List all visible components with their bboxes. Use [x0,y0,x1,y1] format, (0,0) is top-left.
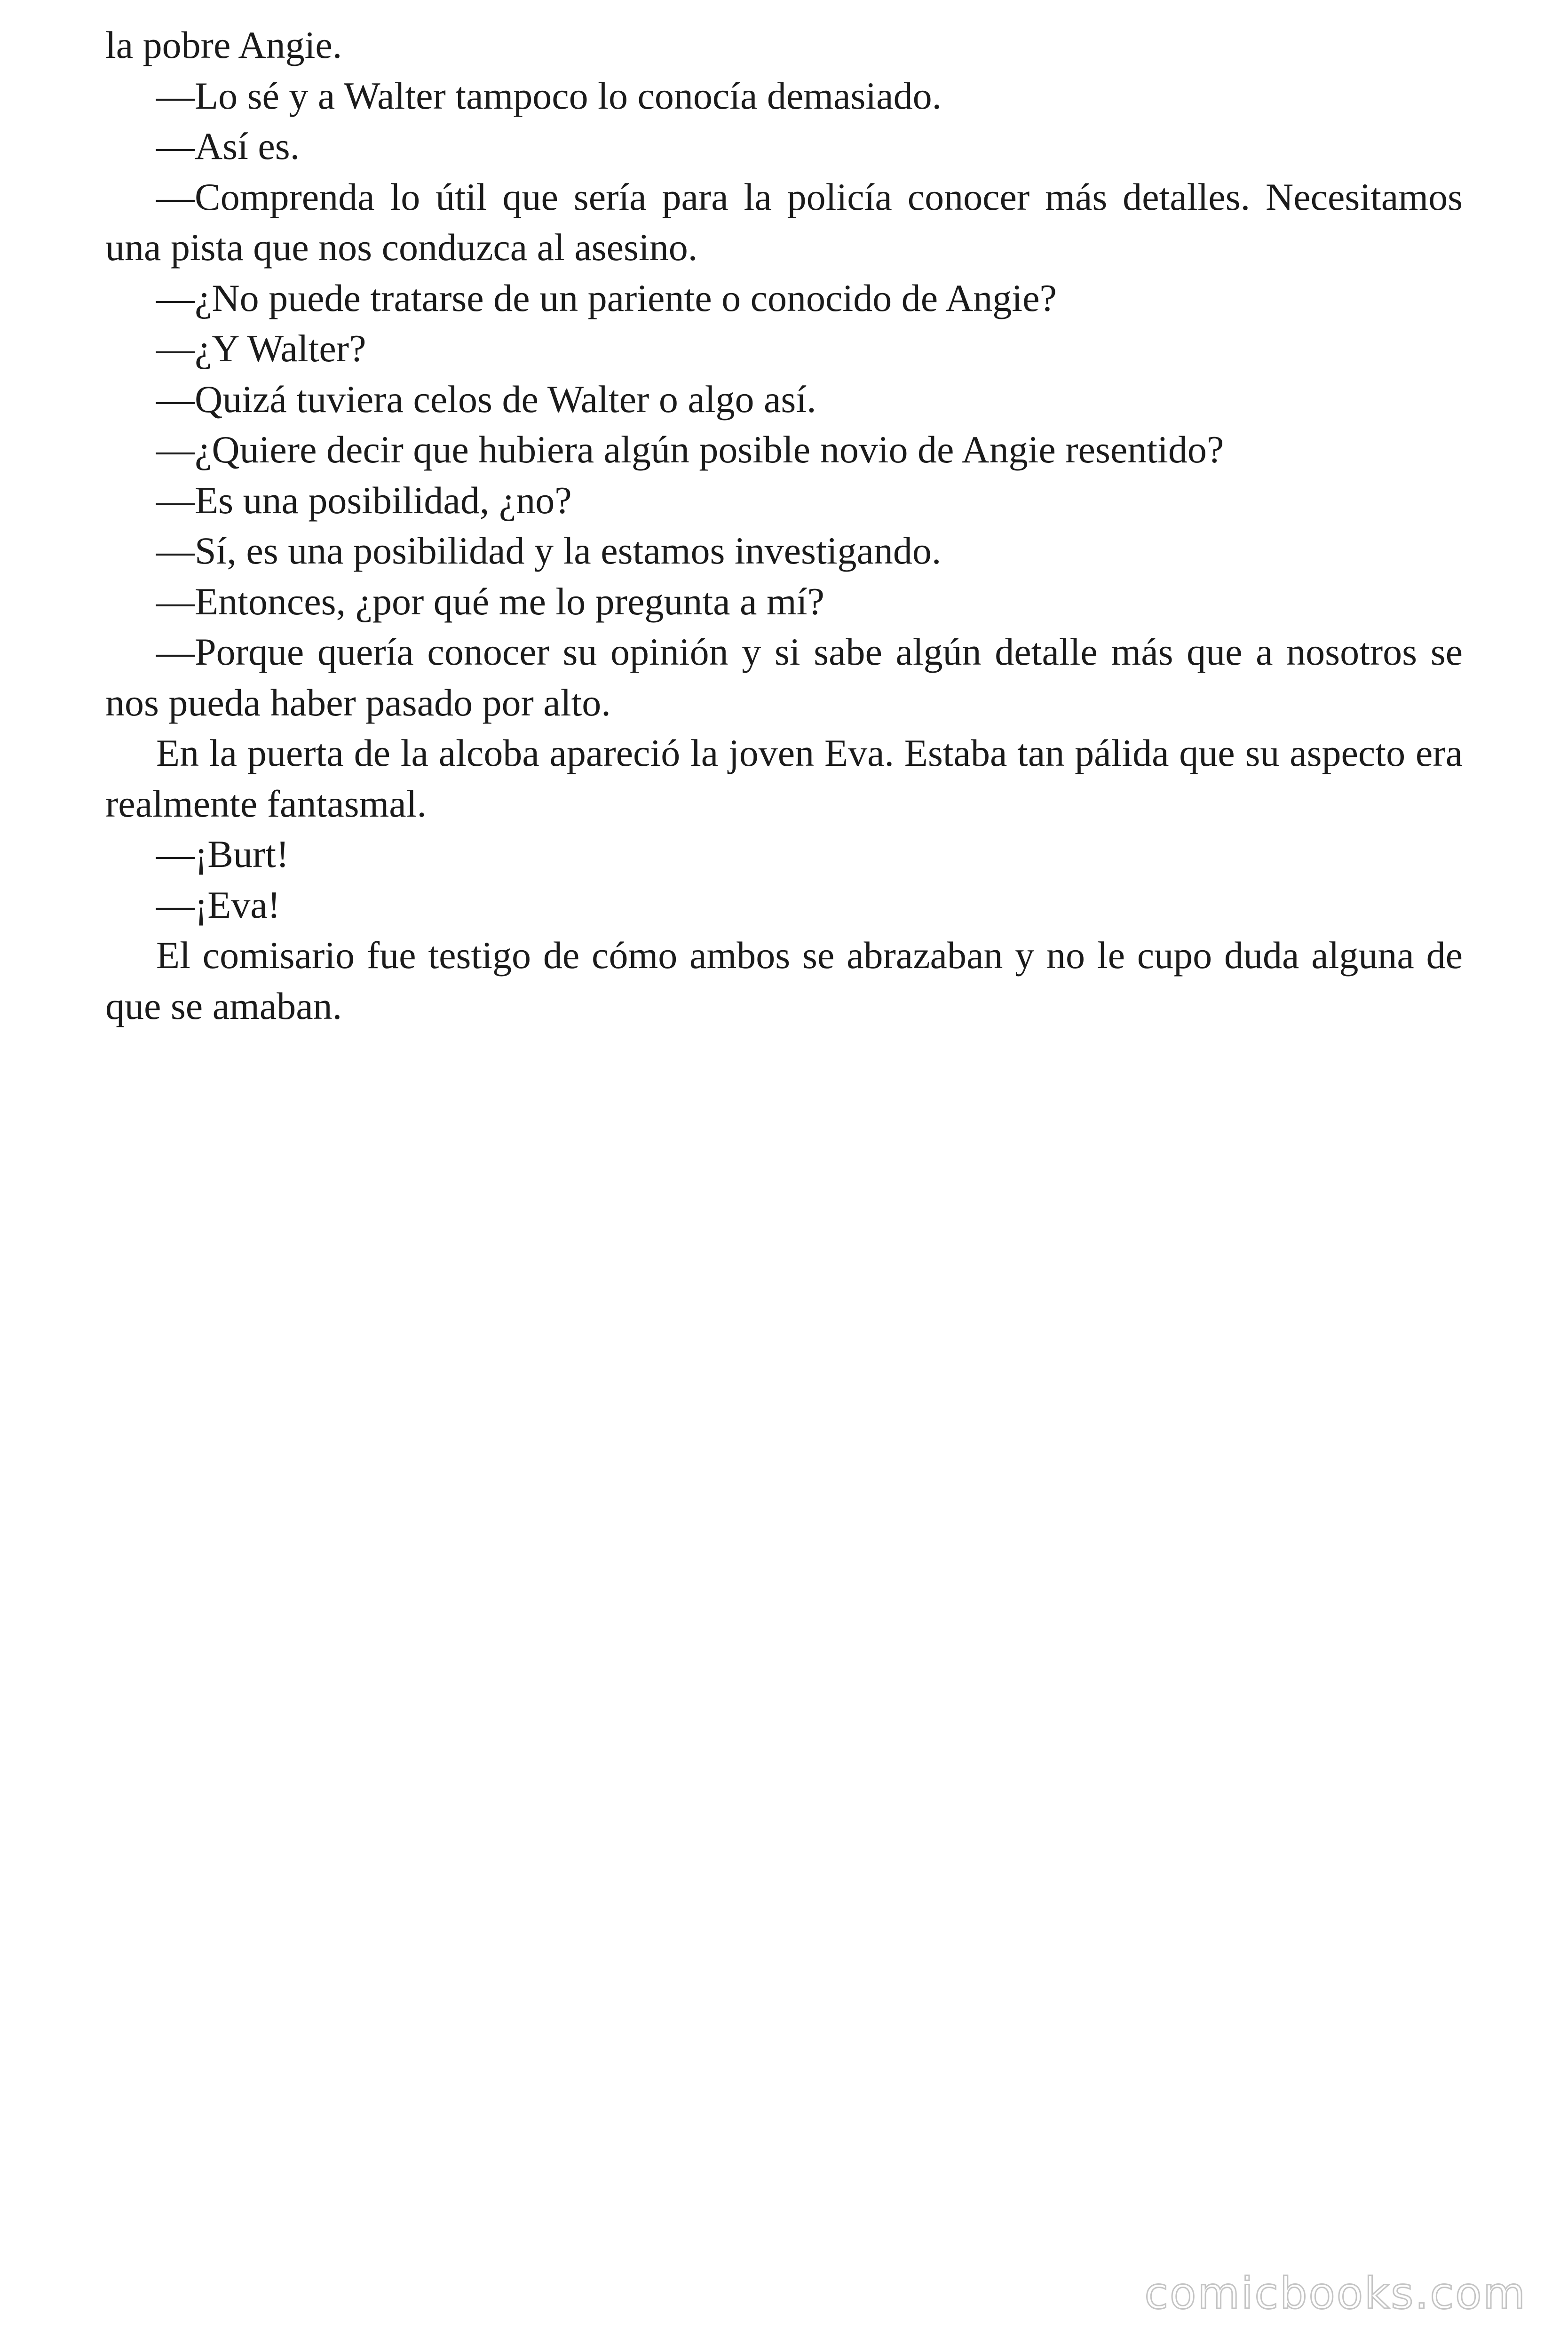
paragraph: —¿Quiere decir que hubiera algún posible novio de Angie resentido? [156,428,1224,471]
paragraph: —Sí, es una posibilidad y la estamos investigando. [156,529,942,572]
paragraph: la pobre Angie. [105,24,342,66]
paragraph: —Lo sé y a Walter tampoco lo conocía demasiado. [156,74,942,117]
paragraph: En la puerta de la alcoba apareció la joven Eva. Estaba tan pálida que su aspecto era realmente fantasmal. [105,731,1463,825]
paragraph: —Porque quería conocer su opinión y si sabe algún detalle más que a nosotros se nos pueda haber pasado por alto. [105,630,1463,724]
paragraph: —¡Eva! [156,883,281,926]
paragraph: El comisario fue testigo de cómo ambos se abrazaban y no le cupo duda alguna de que se amaban. [105,934,1463,1027]
paragraph: —¿No puede tratarse de un pariente o conocido de Angie? [156,276,1057,319]
paragraph: —Así es. [156,125,300,167]
paragraph: —¡Burt! [156,833,289,875]
paragraph: —Quizá tuviera celos de Walter o algo así. [156,377,816,421]
watermark: comicbooks.com [1144,2268,1527,2319]
paragraph: —Es una posibilidad, ¿no? [156,478,572,522]
paragraph: —Entonces, ¿por qué me lo pregunta a mí? [156,580,824,623]
paragraph: —Comprenda lo útil que sería para la policía conocer más detalles. Necesitamos una pista que nos conduzca al asesino. [105,175,1463,269]
body-text [105,20,1463,1031]
paragraph: —¿Y Walter? [156,327,366,370]
